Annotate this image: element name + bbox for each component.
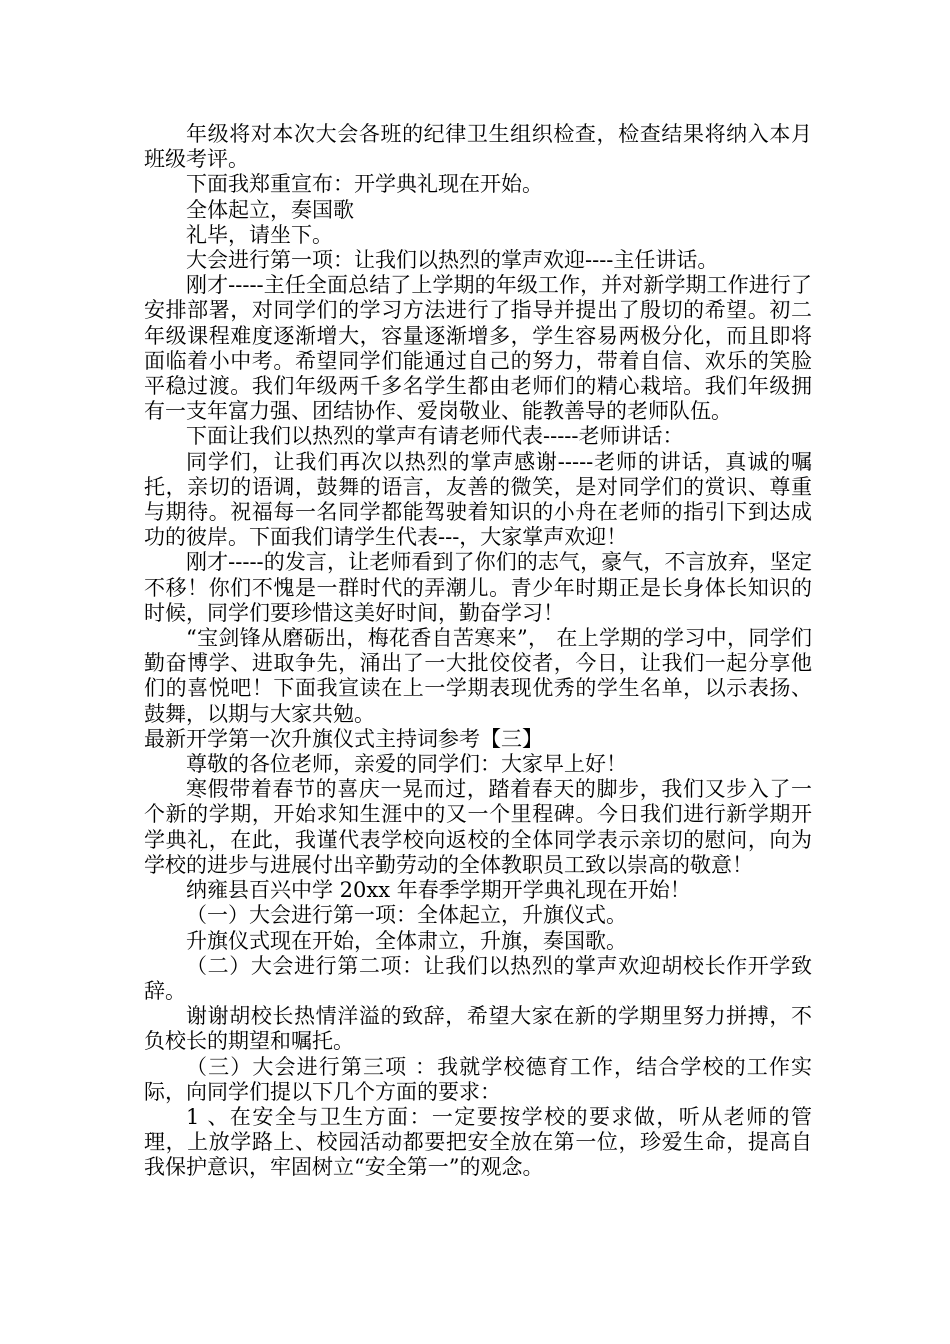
paragraph: 1 、在安全与卫生方面：一定要按学校的要求做，听从老师的管理，上放学路上、校园活动都要把安全放在第一位，珍爱生命，提高自我保护意识，牢固树立“安全第一”的观念。: [144, 1104, 812, 1180]
paragraph: （一）大会进行第一项：全体起立，升旗仪式。: [186, 903, 627, 928]
paragraph: 刚才-----的发言，让老师看到了你们的志气，豪气，不言放弃，坚定不移！你们不愧是一群时代的弄潮儿。青少年时期正是长身体长知识的时候，同学们要珍惜这美好时间，勤奋学习！: [144, 550, 812, 625]
paragraph: 谢谢胡校长热情洋溢的致辞，希望大家在新的学期里努力拼搏，不负校长的期望和嘱托。: [144, 1004, 812, 1054]
paragraph: 纳雍县百兴中学 20xx 年春季学期开学典礼现在开始！: [186, 878, 691, 903]
paragraph: 寒假带着春节的喜庆一晃而过，踏着春天的脚步，我们又步入了一个新的学期，开始求知生涯中的又一个里程碑。今日我们进行新学期开学典礼，在此，我谨代表学校向返校的全体同学表示亲切的慰问，向为学校的进步与进展付出辛勤劳动的全体教职员工致以崇高的敬意！: [144, 777, 812, 877]
paragraph: 下面让我们以热烈的掌声有请老师代表-----老师讲话：: [186, 424, 684, 449]
paragraph: （二）大会进行第二项：让我们以热烈的掌声欢迎胡校长作开学致辞。: [144, 953, 812, 1003]
paragraph: 刚才-----主任全面总结了上学期的年级工作，并对新学期工作进行了安排部署，对同学们的学习方法进行了指导并提出了殷切的希望。初二年级课程难度逐渐增大，容量逐渐增多，学生容易两极分化，而且即将面临着小中考。希望同学们能通过自己的努力，带着自信、欢乐的笑脸平稳过渡。我们年级两千多名学生都由老师们的精心栽培。我们年级拥有一支年富力强、团结协作、爱岗敬业、能教善导的老师队伍。: [144, 273, 812, 424]
paragraph: 大会进行第一项：让我们以热烈的掌声欢迎----主任讲话。: [186, 248, 719, 273]
paragraph: 全体起立，奏国歌: [186, 197, 354, 222]
paragraph: 升旗仪式现在开始，全体肃立，升旗，奏国歌。: [186, 928, 627, 953]
paragraph: 尊敬的各位老师，亲爱的同学们：大家早上好！: [186, 752, 627, 777]
paragraph: 礼毕，请坐下。: [186, 222, 333, 247]
paragraph: 下面我郑重宣布：开学典礼现在开始。: [186, 172, 543, 197]
paragraph: （三）大会进行第三项 ：我就学校德育工作，结合学校的工作实际，向同学们提以下几个方面的要求：: [144, 1054, 812, 1104]
paragraph: 同学们，让我们再次以热烈的掌声感谢-----老师的讲话，真诚的嘱托，亲切的语调，鼓舞的语言，友善的微笑，是对同学们的赏识、尊重与期待。祝福每一名同学都能驾驶着知识的小舟在老师的指引下到达成功的彼岸。下面我们请学生代表---，大家掌声欢迎！: [144, 449, 812, 550]
section-heading: 最新开学第一次升旗仪式主持词参考【三】: [144, 726, 543, 751]
paragraph: 年级将对本次大会各班的纪律卫生组织检查，检查结果将纳入本月班级考评。: [144, 122, 812, 172]
document-page: [144, 122, 812, 1181]
paragraph: “宝剑锋从磨砺出，梅花香自苦寒来”， 在上学期的学习中，同学们勤奋博学、进取争先，涌出了一大批佼佼者，今日，让我们一起分享他们的喜悦吧！下面我宣读在上一学期表现优秀的学生名单，以示表扬、鼓舞，以期与大家共勉。: [144, 626, 812, 726]
